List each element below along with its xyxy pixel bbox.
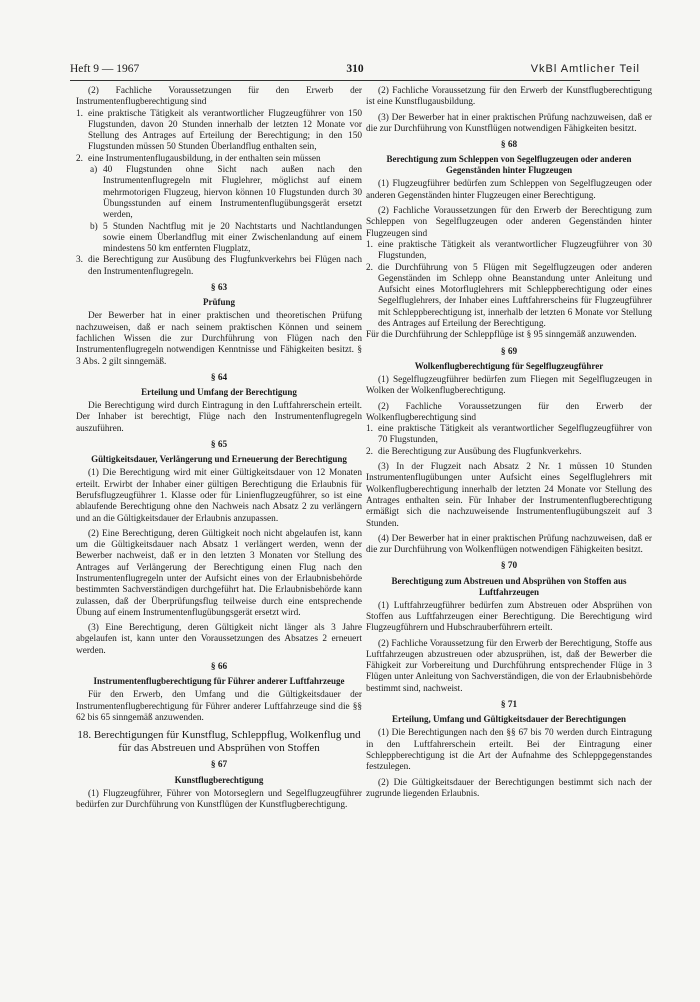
paragraph: (3) Der Bewerber hat in einer praktischen Prüfung nachzuweisen, daß er die zur Durchführung von Kunstflügen notwendigen Fähigkeiten besitzt.: [366, 112, 652, 134]
list-text: eine praktische Tätigkeit als verantwortlicher Flugzeugführer von 30 Flugstunden,: [378, 239, 652, 262]
list-item: [76, 109, 362, 154]
section-number: § 70: [500, 561, 518, 572]
paragraph: (1) Flugzeugführer bedürfen zum Schleppen von Segelflugzeugen oder anderen Gegenständen hinter Flugzeugen einer Berechtigung.: [366, 179, 652, 201]
issue-label: Heft 9 — 1967: [70, 63, 140, 75]
section-title: Instrumentenflugberechtigung für Führer anderer Luftfahrzeuge: [93, 676, 345, 687]
publication-title: VkBl Amtlicher Teil: [530, 63, 640, 75]
paragraph: (2) Fachliche Voraussetzungen für den Erwerb der Berechtigung zum Schleppen von Segelflugzeugen oder anderen Gegenständen hinter Flugzeugen sind: [366, 206, 652, 239]
right-column: [366, 86, 652, 800]
section-number: § 63: [210, 283, 228, 294]
list-item: [366, 240, 652, 263]
list-number: 1.: [366, 424, 373, 435]
paragraph: (2) Eine Berechtigung, deren Gültigkeit noch nicht abgelaufen ist, kann um die Gültigkeitsdauer nach Absatz 1 verlängert werden, wenn der Bewerber nachweist, daß er in den letzten 3 Monaten vor Stellung des Antrages auf Verlängerung der Berechtigung einen Flug nach den Instrumentenflugregeln unter der Aufsicht eines von der Erlaubnisbehörde bestimmten Sachverständigen durchgeführt hat. Die Erlaubnisbehörde kann zulassen, daß der Überprüfungsflug teilweise durch eine entsprechende Übung auf einem Instrumentenflugübungsgerät ersetzt wird.: [76, 528, 362, 618]
list-text: die Durchführung von 5 Flügen mit Segelflugzeugen oder anderen Gegenständen im Schlepp ohne Beanstandung unter Anleitung und Aufsicht eines Motorfluglehrers mit Schleppberechtigung oder eines Segelfluglehrers, der Inhaber eines Luftfahrerscheins für Flugzeugführer mit Schleppberechtigung ist, innerhalb der letzten 6 Monate vor Stellung des Antrages auf Erteilung der Berechtigung.: [378, 262, 652, 330]
list-item: [366, 263, 652, 331]
paragraph: (1) Luftfahrzeugführer bedürfen zum Abstreuen oder Absprühen von Stoffen aus Luftfahrzeugen einer Berechtigung. Die Berechtigung wird Flugzeugführern und Hubschrauberführern erteilt.: [366, 600, 652, 634]
list-item: [366, 447, 652, 458]
list-text: die Berechtigung zur Ausübung des Flugfunkverkehrs.: [378, 446, 582, 457]
paragraph: Der Bewerber hat in einer praktischen und theoretischen Prüfung nachzuweisen, daß er nach seinem praktischen Können und seinem fachlichen Wissen die zur Durchführung von Flügen nach den Instrumentenflugregeln notwendigen Kenntnisse und Fähigkeiten besitzt. § 3 Abs. 2 gilt sinngemäß.: [76, 311, 362, 367]
list-text: eine praktische Tätigkeit als verantwortlicher Segelflugzeugführer von 70 Flugstunden,: [378, 424, 652, 446]
paragraph: (4) Der Bewerber hat in einer praktischen Prüfung nachzuweisen, daß er die zur Durchführung von Wolkenflügen notwendigen Fähigkeiten besitzt.: [366, 533, 652, 556]
section-number: § 65: [210, 440, 228, 451]
section-title: Kunstflugberechtigung: [174, 774, 264, 785]
paragraph: (2) Fachliche Voraussetzung für den Erwerb der Kunstflugberechtigung ist eine Kunstflugausbildung.: [366, 86, 652, 108]
list-number: 2.: [76, 153, 83, 164]
list-number: b): [90, 221, 98, 232]
part-heading: 18. Berechtigungen für Kunstflug, Schleppflug, Wolkenflug und für das Abstreuen und Absprühen von Stoffen: [77, 729, 361, 755]
paragraph: (2) Die Gültigkeitsdauer der Berechtigungen bestimmt sich nach der zugrunde liegenden Erlaubnis.: [366, 777, 652, 799]
section-number: § 69: [500, 346, 518, 357]
paragraph: Für den Erwerb, den Umfang und die Gültigkeitsdauer der Instrumentenflugberechtigung für Führer anderer Luftfahrzeuge sind die §§ 62 bis 65 sinngemäß anzuwenden.: [76, 690, 362, 723]
list-text: 40 Flugstunden ohne Sicht nach außen nach den Instrumentenflugregeln mit Fluglehrer, möglichst auf einem mehrmotorigen Flugzeug, hiervon können 10 Flugstunden durch 30 Übungsstunden auf einem Instrumentenflugübungsgerät ersetzt werden,: [103, 165, 362, 221]
list-item: [366, 424, 652, 447]
sub-list-item: [90, 222, 362, 256]
section-title: Erteilung, Umfang und Gültigkeitsdauer der Berechtigungen: [391, 714, 627, 725]
paragraph: (1) Segelflugzeugführer bedürfen zum Fliegen mit Segelflugzeugen in Wolken der Wolkenflugberechtigung.: [366, 374, 652, 397]
list-number: 1.: [76, 108, 83, 119]
list-number: 2.: [366, 446, 373, 457]
section-number: § 68: [500, 140, 518, 151]
paragraph: Die Berechtigung wird durch Eintragung in den Luftfahrerschein erteilt. Der Inhaber ist berechtigt, Flüge nach den Instrumentenflugregeln auszuführen.: [76, 401, 362, 434]
paragraph: (1) Flugzeugführer, Führer von Motorseglern und Segelflugzeugführer bedürfen zur Durchführung von Kunstflügen der Kunstflugberechtigung.: [76, 788, 362, 810]
section-title: Wolkenflugberechtigung für Segelflugzeugführer: [414, 360, 604, 371]
paragraph: (1) Die Berechtigung wird mit einer Gültigkeitsdauer von 12 Monaten erteilt. Erwirbt der Inhaber einer gültigen Berechtigung die Erlaubnis für Berufsflugzeugführer 1. Klasse oder für Linienflugzeugführer, so ist eine ablaufende Berechtigung ohne den Nachweis nach Absatz 2 zu verlängern und an die Gültigkeitsdauer der Erlaubnis anzupassen.: [76, 468, 362, 524]
list-number: a): [90, 165, 98, 176]
list-number: 1.: [366, 239, 373, 250]
list-text: eine Instrumentenflugausbildung, in der enthalten sein müssen: [88, 153, 321, 164]
paragraph: (3) Eine Berechtigung, deren Gültigkeit nicht länger als 3 Jahre abgelaufen ist, kann unter den Voraussetzungen des Absatzes 2 erneuert werden.: [76, 623, 362, 656]
section-title: Prüfung: [202, 297, 235, 308]
list-item: [76, 154, 362, 165]
paragraph: (2) Fachliche Voraussetzung für den Erwerb der Berechtigung, Stoffe aus Luftfahrzeugen abzustreuen oder abzusprühen, ist, daß der Bewerber die Fähigkeit zur Vorbereitung und Durchführung entsprechender Flüge in 3 Flügen unter Anleitung von Sachverständigen, die von der Erlaubnisbehörde bestimmt sind, nachweist.: [366, 638, 652, 694]
section-title: Gültigkeitsdauer, Verlängerung und Erneuerung der Berechtigung: [91, 454, 347, 465]
section-title: Berechtigung zum Schleppen von Segelflugzeugen oder anderen Gegenständen hinter Flugzeugen: [386, 154, 632, 176]
list-number: 2.: [366, 262, 373, 273]
left-column: [76, 86, 362, 811]
section-number: § 67: [210, 760, 228, 771]
paragraph: (2) Fachliche Voraussetzungen für den Erwerb der Wolkenflugberechtigung sind: [366, 401, 652, 423]
sub-list-item: [90, 165, 362, 221]
list-item: [76, 255, 362, 278]
paragraph: (1) Die Berechtigungen nach den §§ 67 bis 70 werden durch Eintragung in den Luftfahrerschein erteilt. Bei der Eintragung einer Schleppberechtigung ist die Art der Aufnahme des Schleppgegenstandes festzulegen.: [366, 728, 652, 773]
paragraph: (3) In der Flugzeit nach Absatz 2 Nr. 1 müssen 10 Stunden Instrumentenflugübungen unter Aufsicht eines Segelfluglehrers mit Wolkenflugberechtigung innerhalb der letzten 24 Monate vor Stellung des Antrages enthalten sein. Für Inhaber der Instrumentenflugberechtigung ermäßigt sich die nachzuweisende Instrumentenflugübungszeit auf 3 Stunden.: [366, 462, 652, 529]
section-number: § 66: [210, 662, 228, 673]
header-rule: [70, 80, 640, 81]
list-number: 3.: [76, 255, 83, 266]
page-header: [70, 60, 640, 78]
section-number: § 71: [500, 700, 518, 711]
paragraph: Für die Durchführung der Schleppflüge ist § 95 sinngemäß anzuwenden.: [366, 330, 637, 341]
list-text: 5 Stunden Nachtflug mit je 20 Nachtstarts und Nachtlandungen sowie einem Überlandflug mit einer Zwischenlandung auf einem mindestens 50 km entfernten Flugplatz,: [103, 221, 362, 255]
section-title: Berechtigung zum Abstreuen und Absprühen von Stoffen aus Luftfahrzeugen: [391, 575, 627, 597]
page-number: 310: [346, 63, 364, 75]
paragraph: (2) Fachliche Voraussetzungen für den Erwerb der Instrumentenflugberechtigung sind: [76, 86, 362, 108]
list-text: die Berechtigung zur Ausübung des Flugfunkverkehrs bei Flügen nach den Instrumentenflugregeln.: [88, 255, 362, 277]
section-title: Erteilung und Umfang der Berechtigung: [141, 387, 297, 398]
list-text: eine praktische Tätigkeit als verantwortlicher Flugzeugführer von 150 Flugstunden, davon 20 Stunden innerhalb der letzten 12 Monate vor Stellung des Antrages auf Erteilung der Berechtigung; in den 150 Flugstunden müssen 50 Stunden Überlandflug enthalten sein,: [88, 108, 362, 153]
section-number: § 64: [210, 372, 228, 383]
